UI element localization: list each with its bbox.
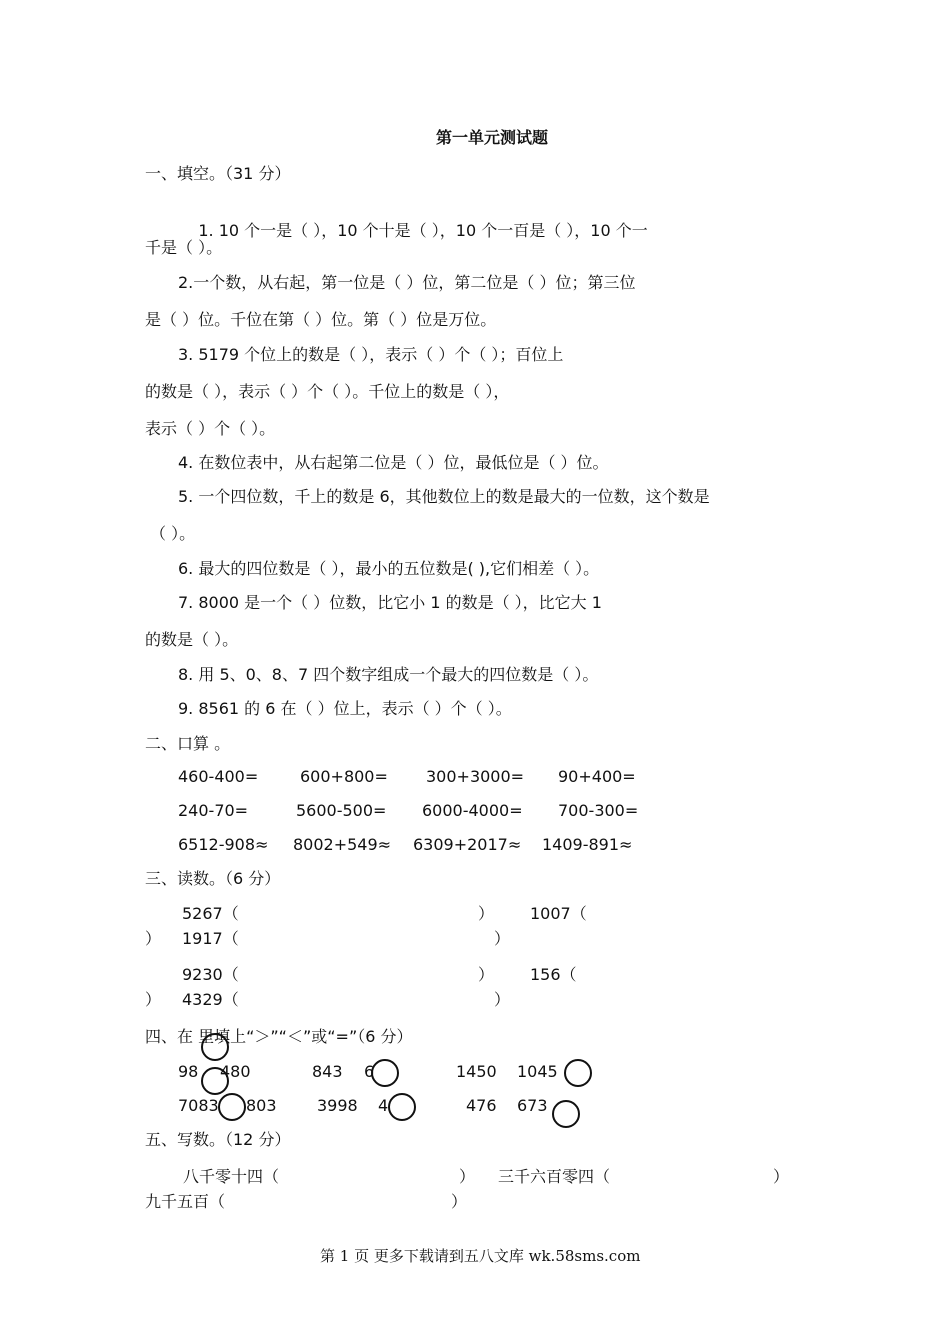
fill-q1-line2: 千是（ ）。: [145, 238, 223, 257]
oral-item: 700-300=: [558, 801, 639, 820]
oral-item: 6512-908≈: [178, 835, 269, 854]
fill-q6: 6. 最大的四位数是（ ），最小的五位数是( ),它们相差（ ）。: [178, 559, 600, 578]
read-close-paren: ）: [478, 904, 495, 923]
section-4-heading: 四、在 里填上“＞”“＜”或“=”（6 分）: [145, 1027, 413, 1046]
read-close-paren: ）: [494, 929, 511, 948]
compare-number: 843: [312, 1062, 343, 1081]
answer-circle[interactable]: [201, 1067, 229, 1095]
write-close-paren: ）: [451, 1192, 468, 1211]
page-title: 第一单元测试题: [436, 128, 549, 147]
write-close-paren: ）: [459, 1167, 476, 1186]
page-footer: 第 1 页 更多下载请到五八文库 wk.58sms.com: [320, 1247, 641, 1265]
oral-item: 600+800=: [300, 767, 388, 786]
fill-q7-line1: 7. 8000 是一个（ ）位数，比它小 1 的数是（ ），比它大 1: [178, 593, 602, 612]
compare-number: 480: [220, 1062, 251, 1081]
fill-q8: 8. 用 5、0、8、7 四个数字组成一个最大的四位数是（ ）。: [178, 665, 599, 684]
fill-q3-line3: 表示（ ）个（ ）。: [145, 419, 276, 438]
oral-item: 240-70=: [178, 801, 249, 820]
fill-q2-line2: 是（ ）位。千位在第（ ）位。第（ ）位是万位。: [145, 310, 497, 329]
read-item: 5267（: [182, 904, 239, 923]
fill-q1-text: 1. 10 个一是（ ），10 个十是（ ），10 个一百是（ ），10 个一: [198, 221, 648, 240]
compare-number: 7083: [178, 1096, 219, 1115]
oral-item: 1409-891≈: [542, 835, 633, 854]
fill-q5-line2: （ ）。: [150, 524, 196, 543]
read-item: 1007（: [530, 904, 587, 923]
write-item: 三千六百零四（: [498, 1167, 611, 1186]
compare-number: 1045: [517, 1062, 558, 1081]
write-close-paren: ）: [773, 1167, 790, 1186]
read-item: 1917（: [182, 929, 239, 948]
read-close-paren: ）: [145, 990, 162, 1009]
read-close-paren: ）: [478, 965, 495, 984]
read-close-paren: ）: [145, 929, 162, 948]
oral-item: 460-400=: [178, 767, 259, 786]
compare-number: 803: [246, 1096, 277, 1115]
oral-item: 6309+2017≈: [413, 835, 522, 854]
read-item: 9230（: [182, 965, 239, 984]
oral-item: 300+3000=: [426, 767, 525, 786]
compare-number: 4: [378, 1096, 389, 1115]
write-item: 八千零十四（: [183, 1167, 280, 1186]
compare-number: 98: [178, 1062, 199, 1081]
fill-q7-line2: 的数是（ ）。: [145, 630, 239, 649]
fill-q4: 4. 在数位表中，从右起第二位是（ ）位，最低位是（ ）位。: [178, 453, 609, 472]
section-3-heading: 三、读数。（6 分）: [145, 869, 281, 888]
answer-circle[interactable]: [218, 1093, 246, 1121]
fill-q9: 9. 8561 的 6 在（ ）位上，表示（ ）个（ ）。: [178, 699, 512, 718]
fill-q2-line1: 2.一个数，从右起，第一位是（ ）位，第二位是（ ）位；第三位: [178, 273, 636, 292]
fill-q5-line1: 5. 一个四位数，千上的数是 6，其他数位上的数是最大的一位数，这个数是: [178, 487, 710, 506]
section-5-heading: 五、写数。（12 分）: [145, 1130, 291, 1149]
oral-item: 90+400=: [558, 767, 636, 786]
compare-number: 6: [364, 1062, 375, 1081]
answer-circle[interactable]: [552, 1100, 580, 1128]
section-1-heading: 一、填空。（31 分）: [145, 164, 291, 183]
oral-item: 5600-500=: [296, 801, 387, 820]
answer-circle[interactable]: [201, 1033, 229, 1061]
fill-q3-line2: 的数是（ ），表示（ ）个（ ）。千位上的数是（ ），: [145, 382, 510, 401]
answer-circle[interactable]: [564, 1059, 592, 1087]
compare-number: 476: [466, 1096, 497, 1115]
read-item: 156（: [530, 965, 577, 984]
answer-circle[interactable]: [371, 1059, 399, 1087]
compare-number: 1450: [456, 1062, 497, 1081]
read-item: 4329（: [182, 990, 239, 1009]
compare-number: 673: [517, 1096, 548, 1115]
fill-q3-line1: 3. 5179 个位上的数是（ ），表示（ ）个（ ）；百位上: [178, 345, 564, 364]
oral-item: 8002+549≈: [293, 835, 392, 854]
compare-number: 3998: [317, 1096, 358, 1115]
write-item: 九千五百（: [145, 1192, 226, 1211]
fill-q1-line1: [178, 201, 648, 261]
answer-circle[interactable]: [388, 1093, 416, 1121]
read-close-paren: ）: [494, 990, 511, 1009]
section-2-heading: 二、口算 。: [145, 734, 231, 753]
oral-item: 6000-4000=: [422, 801, 523, 820]
